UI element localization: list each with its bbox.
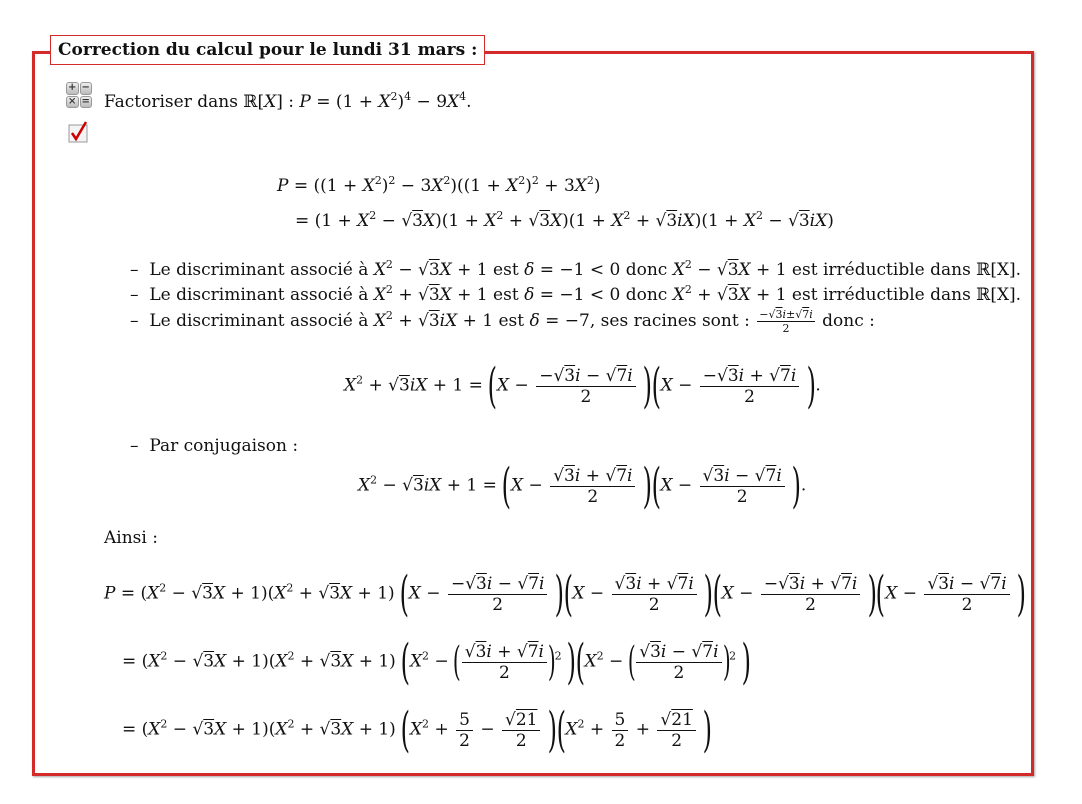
equation-factor-minus: $X^2 - √3iX + 1 = (X$ − $\frac{√3i + √7i}{2}$ )(X − $\frac{√3i - √7i}{2}$ ).: [358, 458, 807, 514]
checkmark-icon: [68, 121, 90, 143]
calculator-icon: + − × =: [66, 82, 92, 108]
equation-factor-plus: $X^2 + √3iX + 1 = (X$ − $\frac{-√3i - √7i}{2}$ )(X − $\frac{-√3i + √7i}{2}$ ).: [344, 358, 821, 414]
question: Factoriser dans ℝ[X] : $P = (1 + X^2)^4 - 9X^4$.: [104, 90, 472, 112]
frame-title: Correction du calcul pour le lundi 31 mars :: [50, 35, 485, 65]
equation-line-1: $P = ((1 + X^2)^2 - 3X^2)((1 + X^2)^2 + 3X^2)$: [277, 174, 601, 196]
bullet-2: – Le discriminant associé à $X^2 + √3X + 1$ est δ = −1 < 0 donc $X^2 + √3X + 1$ est irréductible dans ℝ[X].: [130, 283, 1022, 305]
final-line-2: = $(X^2 - √3X + 1)(X^2 + √3X + 1) (X^2$ − ( $\frac{√3i + √7i}{2}$ )$^2$ )($X^2$ − ( $\frac{√3i - √7i}{2}$ )$^2$ ): [122, 634, 751, 690]
final-line-3: = $(X^2 - √3X + 1)(X^2 + √3X + 1) (X^2$ + $\frac{5}{2}$ − $\frac{√21}{2}$ )($X^2$ + $\frac{5}{2}$ + $\frac{√21}{2}$ ): [122, 702, 713, 758]
bullet-4: – Par conjugaison :: [130, 436, 299, 456]
equation-line-2: = $(1 + X^2 - √3X)(1 + X^2 + √3X)(1 + X^2 + √3iX)(1 + X^2 - √3iX)$: [295, 209, 834, 231]
final-line-1: $P = (X^2 - √3X + 1)(X^2 + √3X + 1) (X$ − $\frac{-√3i - √7i}{2}$ )(X − $\frac{√3i + √7i}{2}$ )(X − $\frac{-√3i + √7i}{2}$ )(X − $\frac{√3i - √7i}{2}$ ): [104, 566, 1027, 622]
bullet-1: – Le discriminant associé à $X^2 - √3X + 1$ est δ = −1 < 0 donc $X^2 - √3X + 1$ est irréductible dans ℝ[X].: [130, 258, 1022, 280]
bullet-3: – Le discriminant associé à $X^2 + √3iX + 1$ est δ = −7, ses racines sont : $\frac{-√3i\pm√7i}{2}$ donc :: [130, 308, 875, 335]
ainsi-label: Ainsi :: [104, 528, 158, 548]
